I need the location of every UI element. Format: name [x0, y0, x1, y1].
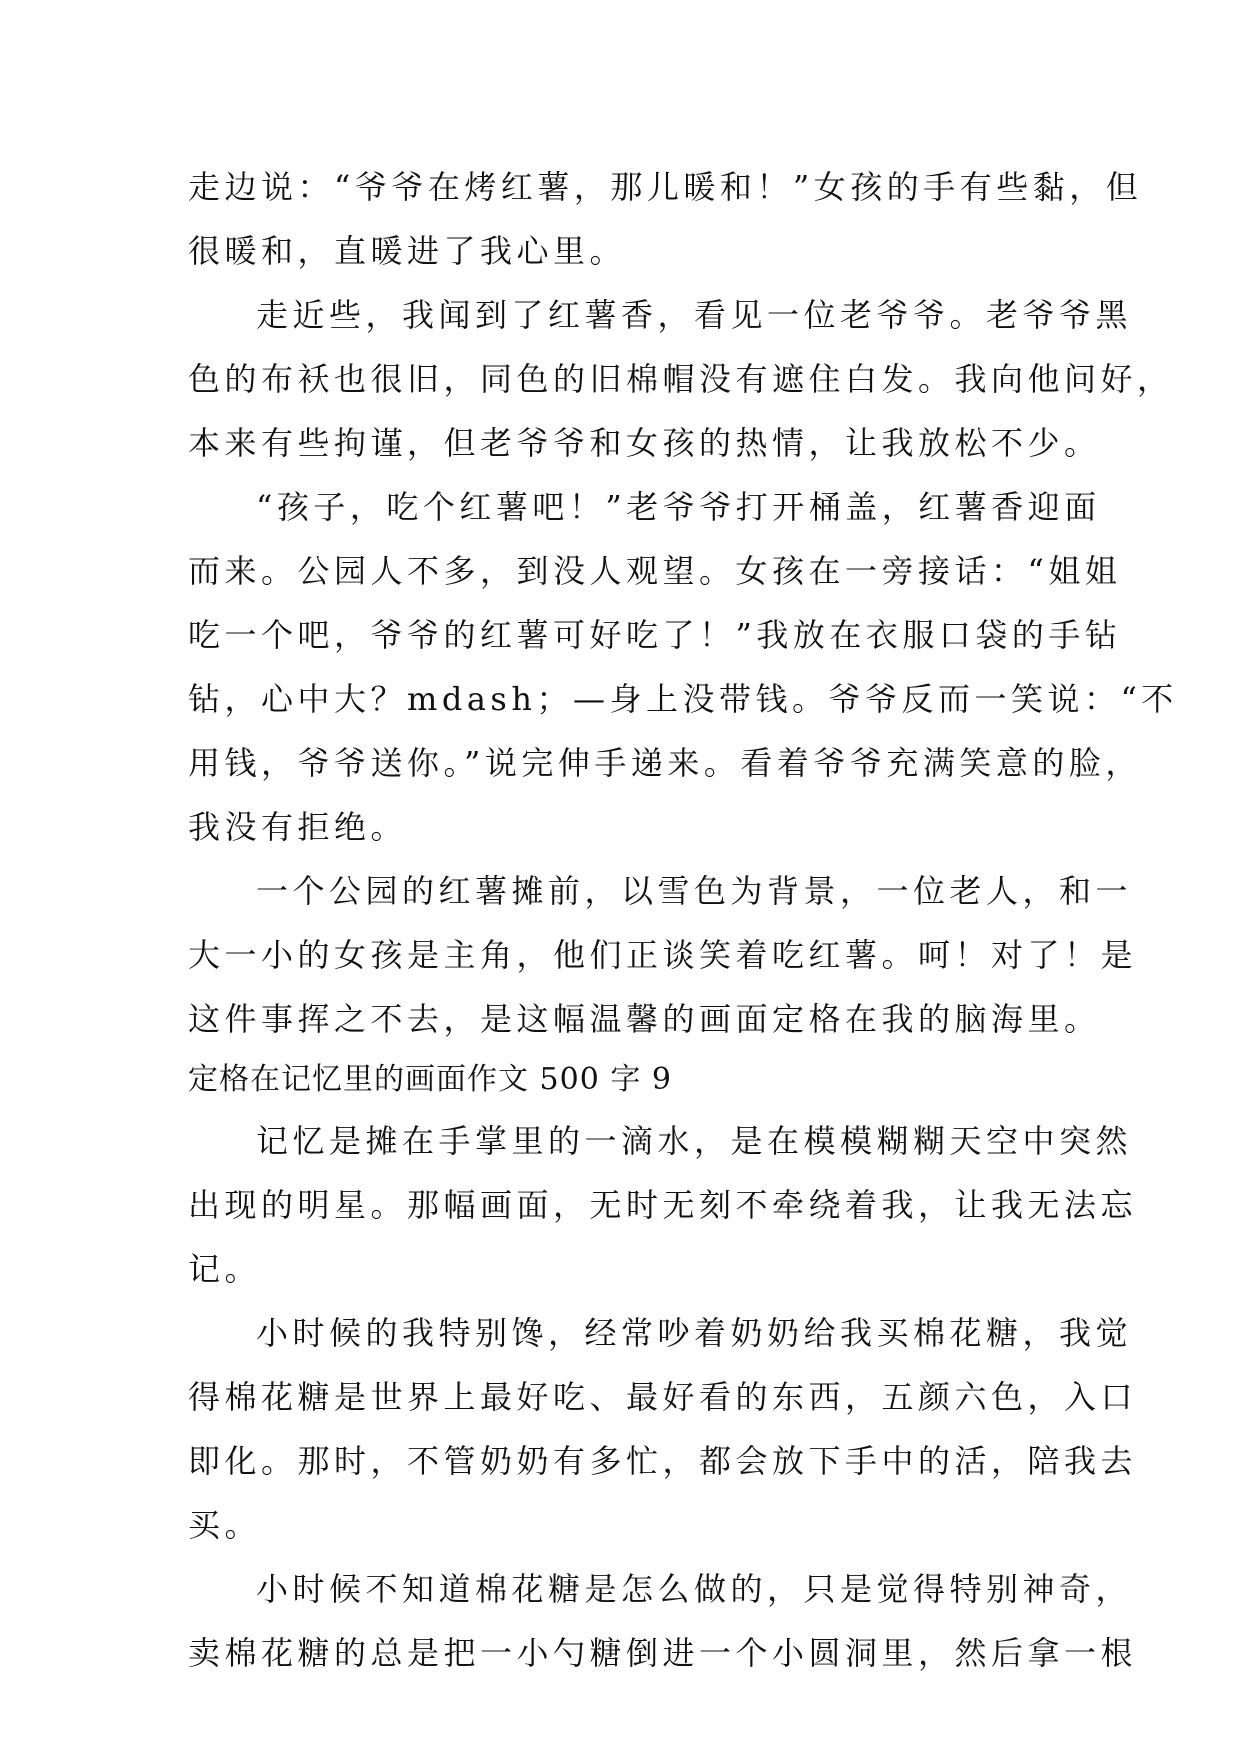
text-line: 小时候不知道棉花糖是怎么做的，只是觉得特别神奇， [256, 1570, 1133, 1608]
text-line: 得棉花糖是世界上最好吃、最好看的东西，五颜六色，入口 [188, 1378, 1138, 1416]
text-line: 大一小的女孩是主角，他们正谈笑着吃红薯。呵！对了！是 [188, 936, 1138, 974]
text-line: 走边说：“爷爷在烤红薯，那儿暖和！”女孩的手有些黏，但 [188, 168, 1143, 206]
paragraph [188, 155, 1143, 283]
paragraph [188, 859, 1138, 1051]
text-line: 小时候的我特别馋，经常吵着奶奶给我买棉花糖，我觉 [256, 1314, 1133, 1352]
text-line: 很暖和，直暖进了我心里。 [188, 232, 627, 270]
text-line: 本来有些拘谨，但老爷爷和女孩的热情，让我放松不少。 [188, 424, 1101, 462]
text-line: 色的布袄也很旧，同色的旧棉帽没有遮住白发。我向他问好， [188, 360, 1174, 398]
text-line: 出现的明星。那幅画面，无时无刻不牵绕着我，让我无法忘 [188, 1186, 1138, 1224]
text-line: 用钱，爷爷送你。”说完伸手递来。看着爷爷充满笑意的脸， [188, 744, 1142, 782]
text-line: 记。 [188, 1250, 262, 1288]
text-line: 吃一个吧，爷爷的红薯可好吃了！”我放在衣服口袋的手钻 [188, 616, 1122, 654]
essay-heading: 定格在记忆里的画面作文 500 字 9 [188, 1062, 672, 1097]
paragraph [188, 1109, 1138, 1301]
text-line: 一个公园的红薯摊前，以雪色为背景，一位老人，和一 [256, 872, 1133, 910]
text-line: 而来。公园人不多，到没人观望。女孩在一旁接话：“姐姐 [188, 552, 1122, 590]
text-line: 买。 [188, 1506, 262, 1544]
document-body [188, 155, 1178, 1685]
text-line: 这件事挥之不去，是这幅温馨的画面定格在我的脑海里。 [188, 1000, 1101, 1038]
text-line: 卖棉花糖的总是把一小勺糖倒进一个小圆洞里，然后拿一根 [188, 1634, 1138, 1672]
paragraph [188, 475, 1178, 859]
text-line: 钻，心中大？mdash；—身上没带钱。爷爷反而一笑说：“不 [188, 680, 1178, 718]
paragraph [188, 1301, 1138, 1557]
text-line: 我没有拒绝。 [188, 808, 408, 846]
paragraph [188, 283, 1174, 475]
text-line: 走近些，我闻到了红薯香，看见一位老爷爷。老爷爷黑 [256, 296, 1133, 334]
text-line: 即化。那时，不管奶奶有多忙，都会放下手中的活，陪我去 [188, 1442, 1138, 1480]
text-line: “孩子，吃个红薯吧！”老爷爷打开桶盖，红薯香迎面 [256, 488, 1101, 526]
text-line: 记忆是摊在手掌里的一滴水，是在模模糊糊天空中突然 [256, 1122, 1133, 1160]
paragraph [188, 1557, 1138, 1685]
